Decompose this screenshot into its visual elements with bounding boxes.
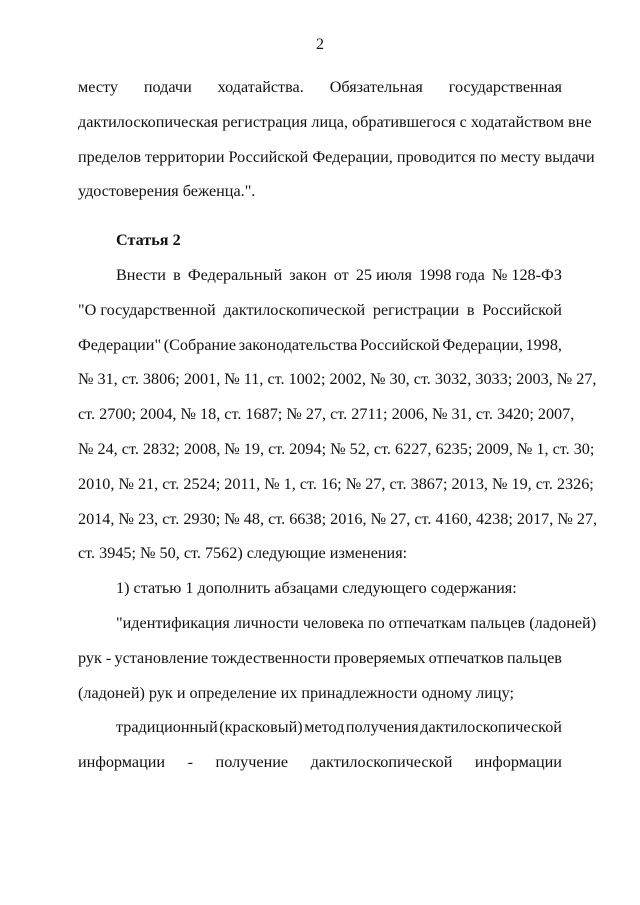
word: Федеральный — [187, 265, 283, 284]
word: Российской — [482, 300, 562, 319]
list-item-1: 1) статью 1 дополнить абзацами следующего содержания: — [116, 579, 517, 598]
word: пальцев — [507, 648, 562, 667]
word: месту — [78, 78, 118, 96]
word: метод — [304, 718, 345, 737]
word: в — [173, 265, 181, 284]
text-line: дактилоскопическая регистрация лица, обратившегося с ходатайством вне — [78, 112, 592, 131]
word: установление — [114, 648, 209, 667]
text-line: пределов территории Российской Федерации, проводится по месту выдачи — [78, 147, 595, 166]
word: дактилоскопической — [310, 753, 453, 772]
word: закон — [289, 265, 327, 284]
text-line: ст. 3945; № 50, ст. 7562) следующие изменения: — [78, 544, 408, 563]
word: регистрации — [372, 300, 460, 319]
word: отпечатков — [428, 648, 504, 667]
text-line: ст. 2700; 2004, № 18, ст. 1687; № 27, ст. 2711; 2006, № 31, ст. 3420; 2007, — [78, 405, 575, 424]
text-line: № 31, ст. 3806; 2001, № 11, ст. 1002; 2002, № 30, ст. 3032, 3033; 2003, № 27, — [78, 370, 597, 389]
paragraph-identification — [78, 606, 597, 710]
paragraph-traditional-method — [78, 710, 562, 780]
text-line: удостоверения беженца.". — [78, 182, 256, 201]
text-line — [78, 70, 562, 105]
word: проверяемых — [333, 648, 426, 667]
word: традиционный — [116, 718, 218, 737]
paragraph-continuation — [78, 70, 595, 209]
word: получение — [215, 753, 289, 772]
text-line — [78, 745, 562, 780]
word: государственная — [448, 78, 562, 96]
text-line: 2014, № 23, ст. 2930; № 48, ст. 6638; 2016, № 27, ст. 4160, 4238; 2017, № 27, — [78, 509, 598, 528]
word: № 128-ФЗ — [491, 265, 562, 284]
text-line — [78, 258, 562, 293]
word: Российской — [359, 335, 440, 354]
word: законодательства — [238, 335, 358, 354]
word: Федерации" — [78, 335, 162, 354]
word: Внести — [116, 265, 166, 284]
page-number: 2 — [316, 36, 324, 53]
word: Обязательная — [329, 78, 423, 96]
word: информации — [78, 753, 166, 772]
word: 25 июля — [355, 265, 412, 284]
article-heading: Статья 2 — [116, 231, 181, 250]
word: в — [466, 300, 475, 319]
word: ходатайства. — [217, 78, 304, 96]
word: - — [187, 753, 193, 772]
word: рук - — [78, 648, 112, 667]
word: дактилоскопической — [223, 300, 366, 319]
word: получения — [345, 718, 419, 737]
word: 1998 года — [419, 265, 485, 284]
word: 1998, — [525, 335, 562, 354]
word: тождественности — [211, 648, 331, 667]
word: (красковый) — [219, 718, 303, 737]
text-line — [78, 710, 562, 745]
text-line: "идентификация личности человека по отпечаткам пальцев (ладоней) — [116, 613, 597, 632]
word: дактилоскопической — [420, 718, 562, 737]
text-line: 2010, № 21, ст. 2524; 2011, № 1, ст. 16; № 27, ст. 3867; 2013, № 19, ст. 2326; — [78, 474, 594, 493]
text-line: № 24, ст. 2832; 2008, № 19, ст. 2094; № 52, ст. 6227, 6235; 2009, № 1, ст. 30; — [78, 439, 595, 458]
word: подачи — [143, 78, 192, 96]
word: от — [333, 265, 349, 284]
paragraph-amendments — [78, 258, 598, 571]
word: (Собрание — [163, 335, 237, 354]
word: Федерации, — [442, 335, 523, 354]
document-body — [78, 70, 598, 780]
text-line — [78, 328, 562, 363]
text-line: (ладоней) рук и определение их принадлежности одному лицу; — [78, 683, 514, 702]
word: "О государственной — [78, 300, 216, 319]
word: информации — [474, 753, 562, 772]
text-line — [78, 293, 562, 328]
text-line — [78, 641, 562, 676]
